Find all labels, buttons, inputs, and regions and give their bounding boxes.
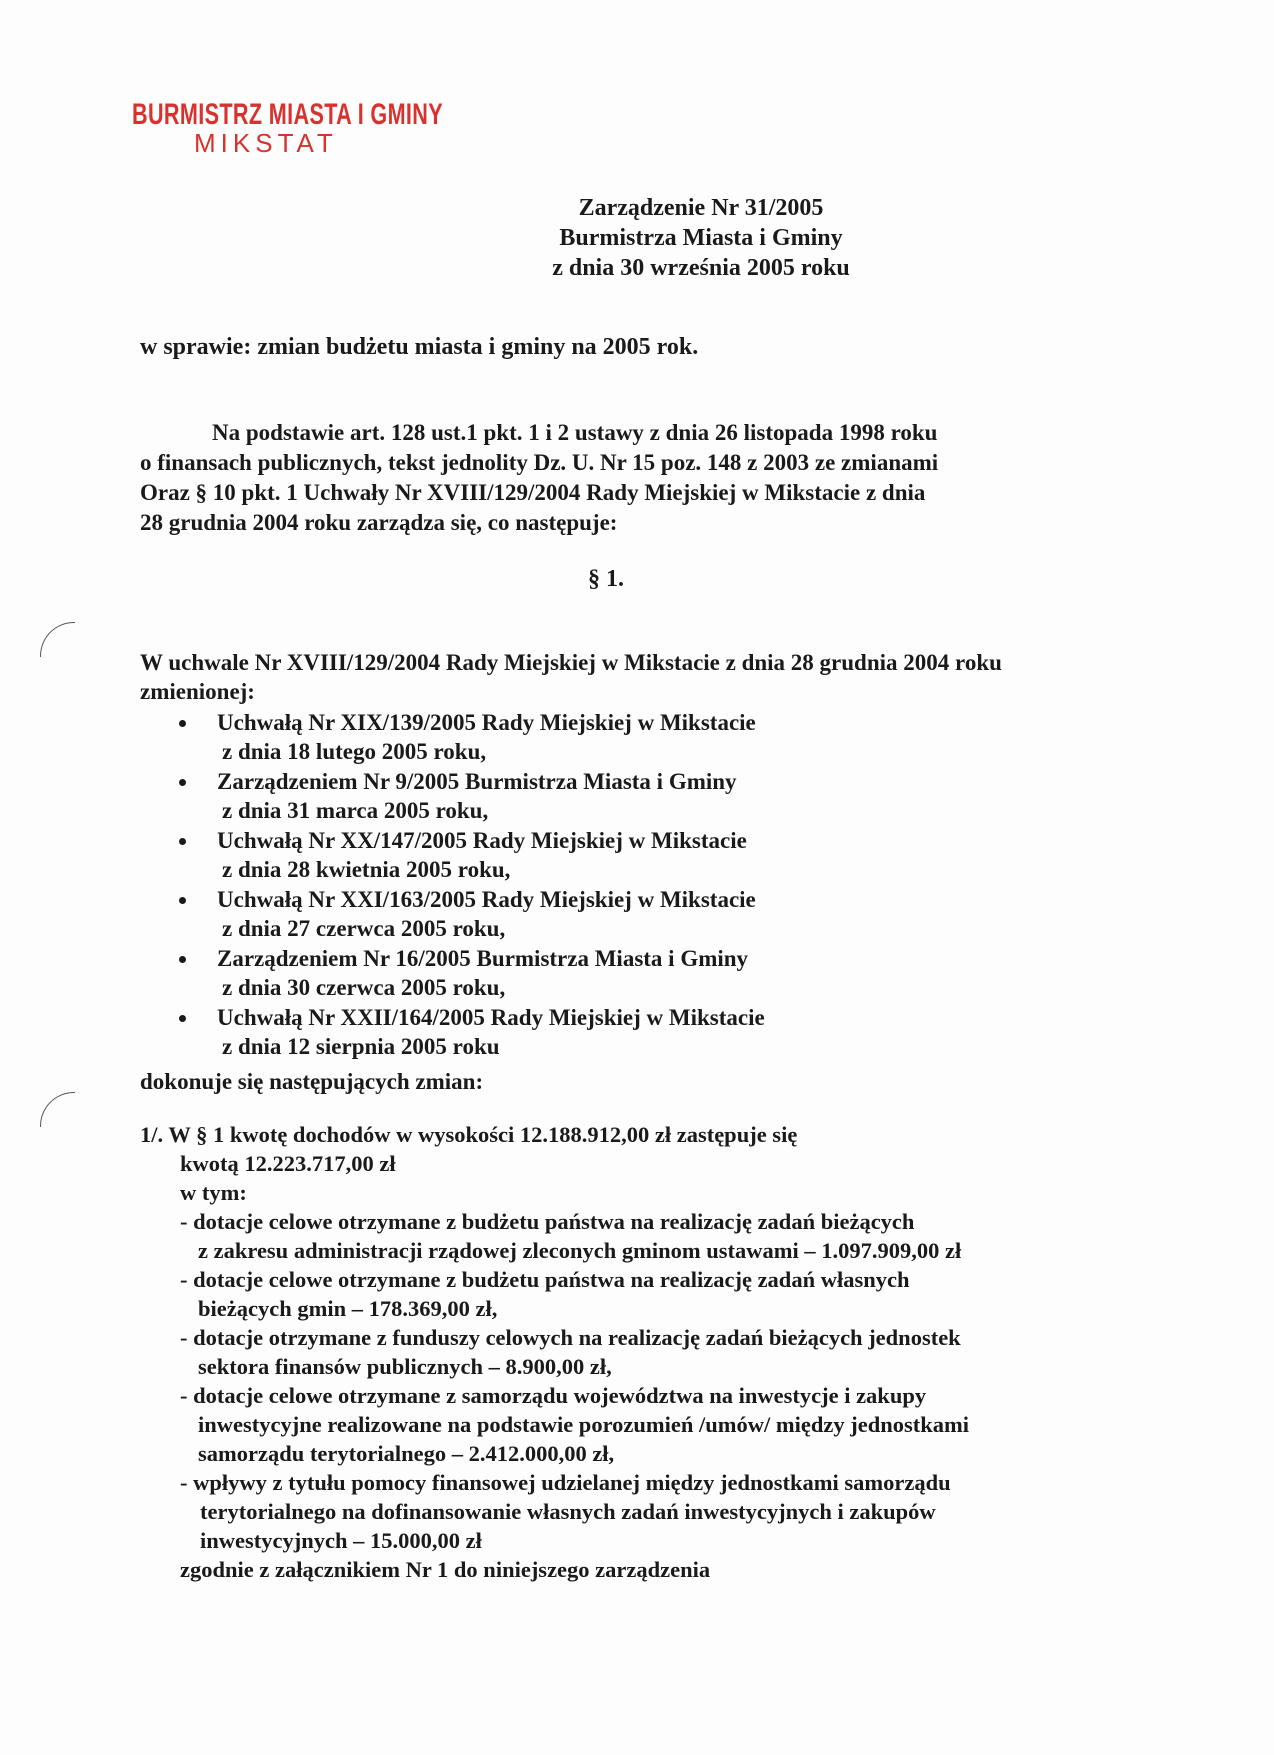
ordinance-number: Zarządzenie Nr 31/2005 [578, 195, 824, 221]
section-intro [140, 648, 1002, 706]
point-line: w tym: [180, 1180, 247, 1205]
legal-basis-line: Na podstawie art. 128 ust.1 pkt. 1 i 2 ustawy z dnia 26 listopada 1998 roku [212, 420, 938, 445]
income-item-line: bieżących gmin – 178.369,00 zł, [198, 1296, 498, 1321]
amendment-date: z dnia 18 lutego 2005 roku, [222, 739, 487, 764]
amendment-title: Zarządzeniem Nr 16/2005 Burmistrza Miasta i Gminy [217, 946, 749, 971]
amendments-list [175, 708, 765, 1062]
change-point-1 [140, 1120, 969, 1584]
income-item-line: - dotacje celowe otrzymane z samorządu województwa na inwestycje i zakupy [180, 1383, 927, 1408]
bullet-icon [179, 897, 186, 904]
attachment-reference: zgodnie z załącznikiem Nr 1 do niniejszego zarządzenia [180, 1557, 711, 1582]
issue-date: z dnia 30 września 2005 roku [552, 255, 850, 281]
income-item-line: inwestycyjnych – 15.000,00 zł [200, 1528, 482, 1553]
punch-hole-mark [40, 1092, 75, 1127]
list-item [175, 885, 765, 943]
amendment-date: z dnia 12 sierpnia 2005 roku [222, 1034, 500, 1059]
list-item [175, 1003, 765, 1061]
bullet-icon [179, 838, 186, 845]
income-item-line: - dotacje celowe otrzymane z budżetu państwa na realizację zadań własnych [180, 1267, 910, 1292]
income-item-line: - dotacje otrzymane z funduszy celowych na realizację zadań bieżących jednostek [180, 1325, 961, 1350]
changes-intro: dokonuje się następujących zmian: [140, 1069, 484, 1094]
amendment-date: z dnia 28 kwietnia 2005 roku, [222, 857, 511, 882]
point-line: 1/. W § 1 kwotę dochodów w wysokości 12.188.912,00 zł zastępuje się [140, 1122, 798, 1147]
income-item-line: samorządu terytorialnego – 2.412.000,00 zł, [198, 1441, 615, 1466]
stamp-line-1: BURMISTRZ MIASTA I GMINY [132, 98, 444, 131]
bullet-icon [179, 1015, 186, 1022]
bullet-icon [179, 779, 186, 786]
legal-basis-line: o finansach publicznych, tekst jednolity Dz. U. Nr 15 poz. 148 z 2003 ze zmianami [140, 450, 939, 475]
list-item [175, 826, 765, 884]
office-stamp [132, 98, 564, 159]
list-item [175, 944, 765, 1002]
list-item [175, 767, 765, 825]
issuer: Burmistrza Miasta i Gminy [559, 225, 843, 251]
amendment-title: Uchwałą Nr XXI/163/2005 Rady Miejskiej w Mikstacie [217, 887, 756, 912]
intro-line: zmienionej: [140, 679, 255, 704]
intro-line: W uchwale Nr XVIII/129/2004 Rady Miejskiej w Mikstacie z dnia 28 grudnia 2004 roku [140, 650, 1002, 675]
amendment-title: Zarządzeniem Nr 9/2005 Burmistrza Miasta i Gminy [217, 769, 737, 794]
income-item-line: z zakresu administracji rządowej zleconych gminom ustawami – 1.097.909,00 zł [198, 1238, 962, 1263]
punch-hole-mark [40, 622, 75, 657]
stamp-line-2: MIKSTAT [194, 128, 338, 158]
income-item-line: terytorialnego na dofinansowanie własnych zadań inwestycyjnych i zakupów [200, 1499, 936, 1524]
income-item-line: sektora finansów publicznych – 8.900,00 zł, [198, 1354, 612, 1379]
amendment-date: z dnia 31 marca 2005 roku, [222, 798, 489, 823]
income-item-line: - dotacje celowe otrzymane z budżetu państwa na realizację zadań bieżących [180, 1209, 915, 1234]
amendment-date: z dnia 30 czerwca 2005 roku, [222, 975, 506, 1000]
point-line: kwotą 12.223.717,00 zł [180, 1151, 396, 1176]
section-heading: § 1. [588, 566, 624, 592]
bullet-icon [179, 720, 186, 727]
document-header [0, 193, 1274, 283]
income-item-line: inwestycyjne realizowane na podstawie porozumień /umów/ między jednostkami [198, 1412, 970, 1437]
income-item-line: - wpływy z tytułu pomocy finansowej udzielanej między jednostkami samorządu [180, 1470, 951, 1495]
bullet-icon [179, 956, 186, 963]
amendment-title: Uchwałą Nr XX/147/2005 Rady Miejskiej w Mikstacie [217, 828, 747, 853]
list-item [175, 708, 765, 766]
amendment-date: z dnia 27 czerwca 2005 roku, [222, 916, 506, 941]
document-subject: w sprawie: zmian budżetu miasta i gminy na 2005 rok. [140, 334, 699, 360]
amendment-title: Uchwałą Nr XIX/139/2005 Rady Miejskiej w Mikstacie [217, 710, 756, 735]
legal-basis-line: 28 grudnia 2004 roku zarządza się, co następuje: [140, 510, 618, 535]
legal-basis-line: Oraz § 10 pkt. 1 Uchwały Nr XVIII/129/2004 Rady Miejskiej w Mikstacie z dnia [140, 480, 926, 505]
legal-basis [140, 418, 1060, 538]
amendment-title: Uchwałą Nr XXII/164/2005 Rady Miejskiej w Mikstacie [217, 1005, 765, 1030]
